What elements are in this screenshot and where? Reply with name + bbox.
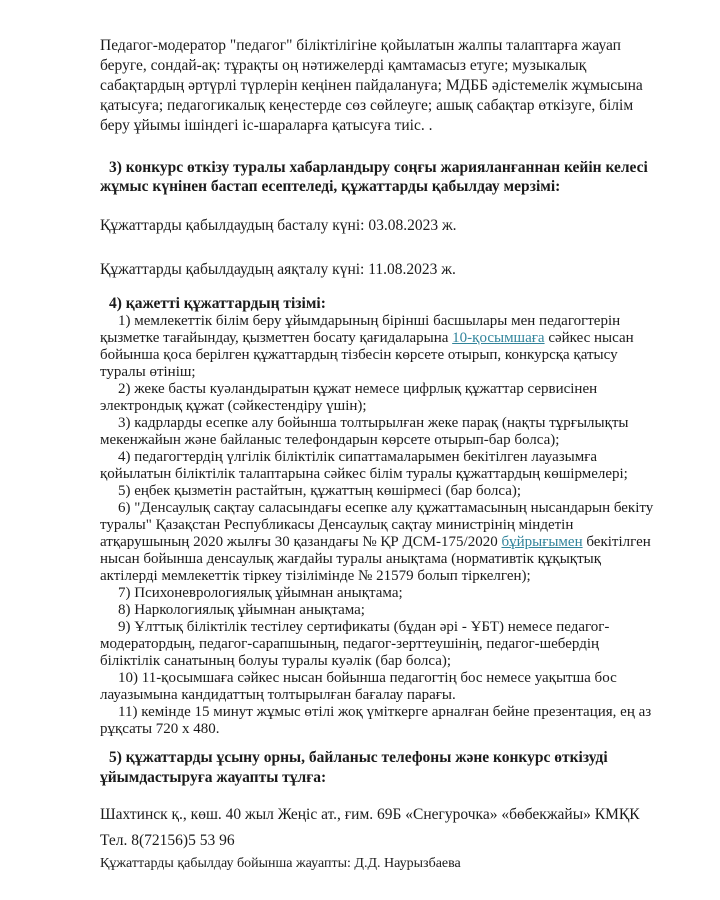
contact-line: Құжаттарды қабылдау бойынша жауапты: Д.Д. Наурызбаева: [100, 856, 461, 871]
list-item-2: 2) жеке басты куәландыратын құжат немесе цифрлық құжаттар сервисінен электрондық құжат (сәйкестендіру үшін);: [100, 381, 598, 414]
list-item-6-text-pre: 6) "Денсаулық сақтау саласындағы есепке алу құжаттамасының нысандарын бекіту туралы" Қазақстан Республикасы Денсаулық сақтау министрінің міндетін атқарушының 2020 жылғы 30 қазандағы № ҚР ДСМ-175/2020: [100, 500, 654, 550]
end-date-line: Құжаттарды қабылдаудың аяқталу күні: 11.08.2023 ж.: [100, 261, 456, 278]
appendix-10-link[interactable]: 10-қосымшаға: [452, 330, 545, 346]
list-item-6: [100, 500, 662, 585]
section3-heading: 3) конкурс өткізу туралы хабарландыру соңғы жарияланғаннан кейін келесі жұмыс күнінен бастап есептеледі, құжаттарды қабылдау мерзімі:: [100, 159, 648, 195]
list-item-6-text-post: бекітілген нысан бойынша денсаулық жағдайы туралы анықтама (нормативтік құқықтық актілерді мемлекеттік тіркеу тізілімінде № 21579 болып тіркелген);: [100, 534, 651, 584]
list-item-1-text-post: сәйкес нысан бойынша қоса берілген құжаттардың тізбесін көрсете отырып, конкурсқа қатысу туралы өтініш;: [100, 330, 634, 380]
order-link[interactable]: бұйрығымен: [501, 534, 583, 550]
list-item-3: 3) кадрларды есепке алу бойынша толтырылған жеке парақ (нақты тұрғылықты мекенжайын және байланыс телефондарын көрсете отырып-бар болса);: [100, 415, 629, 448]
list-item-7: 7) Психоневрологиялық ұйымнан анықтама;: [118, 585, 403, 601]
start-date-line: Құжаттарды қабылдаудың басталу күні: 03.08.2023 ж.: [100, 217, 457, 234]
list-item-4: 4) педагогтердің үлгілік біліктілік сипаттамаларымен бекітілген лауазымға қойылатын біліктілік талаптарына сәйкес білім туралы құжаттардың көшірмелері;: [100, 449, 628, 482]
list-item-11: 11) кемінде 15 минут жұмыс өтілі жоқ үміткерге арналған бейне презентация, ең аз рұқсаты 720 x 480.: [100, 704, 652, 737]
section5-heading: 5) құжаттарды ұсыну орны, байланыс телефоны және конкурс өткізуді ұйымдастыруға жауапты тұлға:: [100, 749, 608, 786]
list-item-1: [100, 313, 662, 381]
list-item-8: 8) Наркологиялық ұйымнан анықтама;: [118, 602, 365, 618]
list-item-10: 10) 11-қосымшаға сәйкес нысан бойынша педагогтің бос немесе уақытша бос лауазымына кандидаттың толтырылған бағалау парағы.: [100, 670, 617, 703]
intro-paragraph: Педагог-модератор "педагог" біліктілігіне қойылатын жалпы талаптарға жауап беруге, сондай-ақ: тұрақты оң нәтижелерді қамтамасыз етуге; музыкалық сабақтардың әртүрлі түрлерін кеңінен пайдалануға; МДББ әдістемелік жұмысына қатысуға; педагогикалық кеңестерде сөз сөйлеуге; ашық сабақтар өткізуге, білім беру ұйымы ішіндегі іс-шараларға қатысуға тиіс. .: [100, 37, 643, 134]
section4-heading: 4) қажетті құжаттардың тізімі:: [109, 295, 326, 312]
list-item-5: 5) еңбек қызметін растайтын, құжаттың көшірмесі (бар болса);: [118, 483, 522, 499]
list-item-1-text-pre: 1) мемлекеттік білім беру ұйымдарының бірінші басшылары мен педагогтерін қызметке тағайындау, қызметтен босату қағидаларына: [100, 313, 621, 346]
required-documents-list: [100, 313, 662, 738]
phone-line: Тел. 8(72156)5 53 96: [100, 832, 235, 849]
address-line: Шахтинск қ., көш. 40 жыл Жеңіс ат., ғим. 69Б «Снегурочка» «бөбекжайы» КМҚК: [100, 806, 640, 823]
list-item-9: 9) Ұлттық біліктілік тестілеу сертификаты (бұдан әрі - ҰБТ) немесе педагог-модератордың, педагог-сарапшының, педагог-зерттеушінің, педагог-шебердің біліктілік санатының болуы туралы куәлік (бар болса);: [100, 619, 610, 669]
